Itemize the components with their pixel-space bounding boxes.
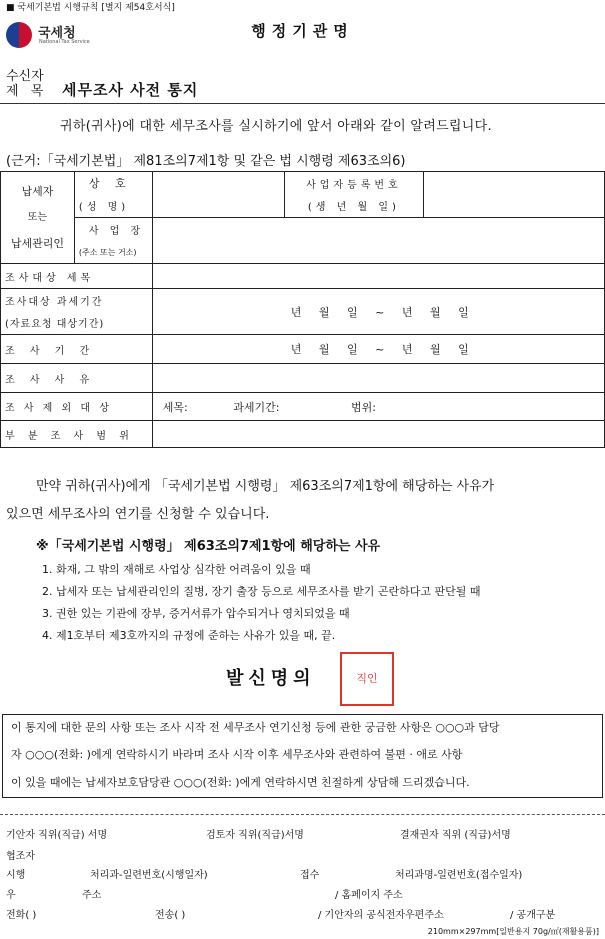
- birth-label: (생 년 월 일): [284, 195, 424, 218]
- name-label: (성 명): [74, 195, 152, 218]
- tax-item-value[interactable]: [152, 264, 604, 289]
- partial-scope-value[interactable]: [152, 421, 604, 448]
- receipt-number: 처리과명-일련번호(접수일자): [395, 870, 523, 881]
- reviewer-label: 검토자 직위(직급)서명: [206, 830, 304, 841]
- trade-name-value[interactable]: [152, 172, 284, 218]
- exclusion-value[interactable]: 세목: 과세기간: 범위:: [152, 393, 604, 421]
- biz-reg-value[interactable]: [424, 172, 605, 218]
- contact-line3: 이 있을 때에는 납세자보호담당관 ○○○(전화: )에게 연락하시면 친절하게 상담해 드리겠습니다.: [11, 776, 470, 789]
- legal-basis: (근거:「국세기본법」 제81조의7제1항 및 같은 법 시행령 제63조의6): [6, 154, 406, 169]
- postponement-notice-line1: 만약 귀하(귀사)에게 「국세기본법 시행령」 제63조의7제1항에 해당하는 사유가: [36, 479, 495, 494]
- biz-reg-label: 사업자등록번호: [284, 172, 424, 195]
- period-label: 조 사 기 간: [1, 335, 153, 364]
- approver-label: 결재권자 직위 (직급)서명: [400, 830, 511, 841]
- subject-title: 세무조사 사전 통지: [62, 81, 199, 99]
- phone-label: 전화( ): [6, 910, 37, 921]
- form-number-label: ■ 국세기본법 시행규칙 [별지 제54호서식]: [6, 3, 175, 13]
- reason-label: 조 사 사 유: [1, 364, 153, 393]
- address-label: 주소: [82, 890, 102, 901]
- reason-item: 2. 납세자 또는 납세관리인의 질병, 장기 출장 등으로 세무조사를 받기 곤란하다고 판단될 때: [42, 585, 481, 598]
- drafter-label: 기안자 직위(직급) 서명: [6, 830, 108, 841]
- postal-label: 우: [6, 890, 16, 901]
- cooperator-label: 협조자: [6, 851, 35, 862]
- divider: [0, 103, 605, 104]
- tax-period-label: 조사대상 과세기간: [1, 289, 153, 312]
- address-label: 사 업 장: [74, 218, 152, 241]
- notice-info-table: [0, 171, 605, 448]
- address-sub-label: (주소 또는 거소): [74, 241, 152, 264]
- fax-label: 전송( ): [155, 910, 186, 921]
- contact-info-box: [2, 714, 603, 798]
- address-value[interactable]: [152, 218, 604, 264]
- disclosure-label: / 공개구분: [510, 910, 556, 921]
- email-label: / 기안자의 공식전자우편주소: [318, 910, 444, 921]
- reason-item: 4. 제1호부터 제3호까지의 규정에 준하는 사유가 있을 때, 끝.: [42, 629, 336, 642]
- contact-line2: 자 ○○○(전화: )에게 연락하시기 바라며 조사 시작 이후 세무조사와 관련하여 불편 · 애로 사항: [11, 748, 463, 761]
- trade-name-label: 상 호: [74, 172, 152, 195]
- agency-name: 행정기관명: [251, 22, 354, 40]
- exclusion-label: 조 사 제 외 대 상: [1, 393, 153, 421]
- reason-value[interactable]: [152, 364, 604, 393]
- homepage-label: / 홈페이지 주소: [335, 890, 403, 901]
- receipt-label: 접수: [300, 870, 320, 881]
- logo-name: 국세청: [38, 26, 76, 41]
- footer-divider: [0, 814, 605, 815]
- reasons-title: ※「국세기본법 시행령」 제63조의7제1항에 해당하는 사유: [36, 539, 381, 554]
- enforce-label: 시행: [6, 870, 26, 881]
- tax-item-label: 조사대상 세목: [1, 264, 153, 289]
- period-value[interactable]: 년 월 일 ~ 년 월 일: [152, 335, 604, 364]
- intro-text: 귀하(귀사)에 대한 세무조사를 실시하기에 앞서 아래와 같이 알려드립니다.: [60, 119, 492, 134]
- reason-item: 3. 권한 있는 기관에 장부, 증거서류가 압수되거나 영치되었을 때: [42, 607, 350, 620]
- enforce-number: 처리과-일련번호(시행일자): [90, 870, 208, 881]
- recipient-label: 수신자: [6, 69, 44, 84]
- logo-subtitle: National Tax Service: [39, 39, 90, 45]
- paper-spec: 210mm×297mm[일반용지 70g/㎡(재활용품)]: [427, 927, 599, 936]
- partial-scope-label: 부 분 조 사 범 위: [1, 421, 153, 448]
- tax-period-value[interactable]: 년 월 일 ~ 년 월 일: [152, 289, 604, 335]
- data-period-label: (자료요청 대상기간): [1, 312, 153, 335]
- postponement-notice-line2: 있으면 세무조사의 연기를 신청할 수 있습니다.: [6, 507, 270, 522]
- reason-item: 1. 화재, 그 밖의 재해로 사업상 심각한 어려움이 있을 때: [42, 563, 311, 576]
- taxpayer-label: 납세자 또는 납세관리인: [1, 172, 75, 264]
- subject-label: 제 목: [6, 84, 48, 99]
- official-seal: 직인: [340, 652, 394, 706]
- contact-line1: 이 통지에 대한 문의 사항 또는 조사 시작 전 세무조사 연기신청 등에 관한 궁금한 사항은 ○○○과 담당: [11, 721, 500, 734]
- sender-title: 발신명의: [226, 668, 316, 689]
